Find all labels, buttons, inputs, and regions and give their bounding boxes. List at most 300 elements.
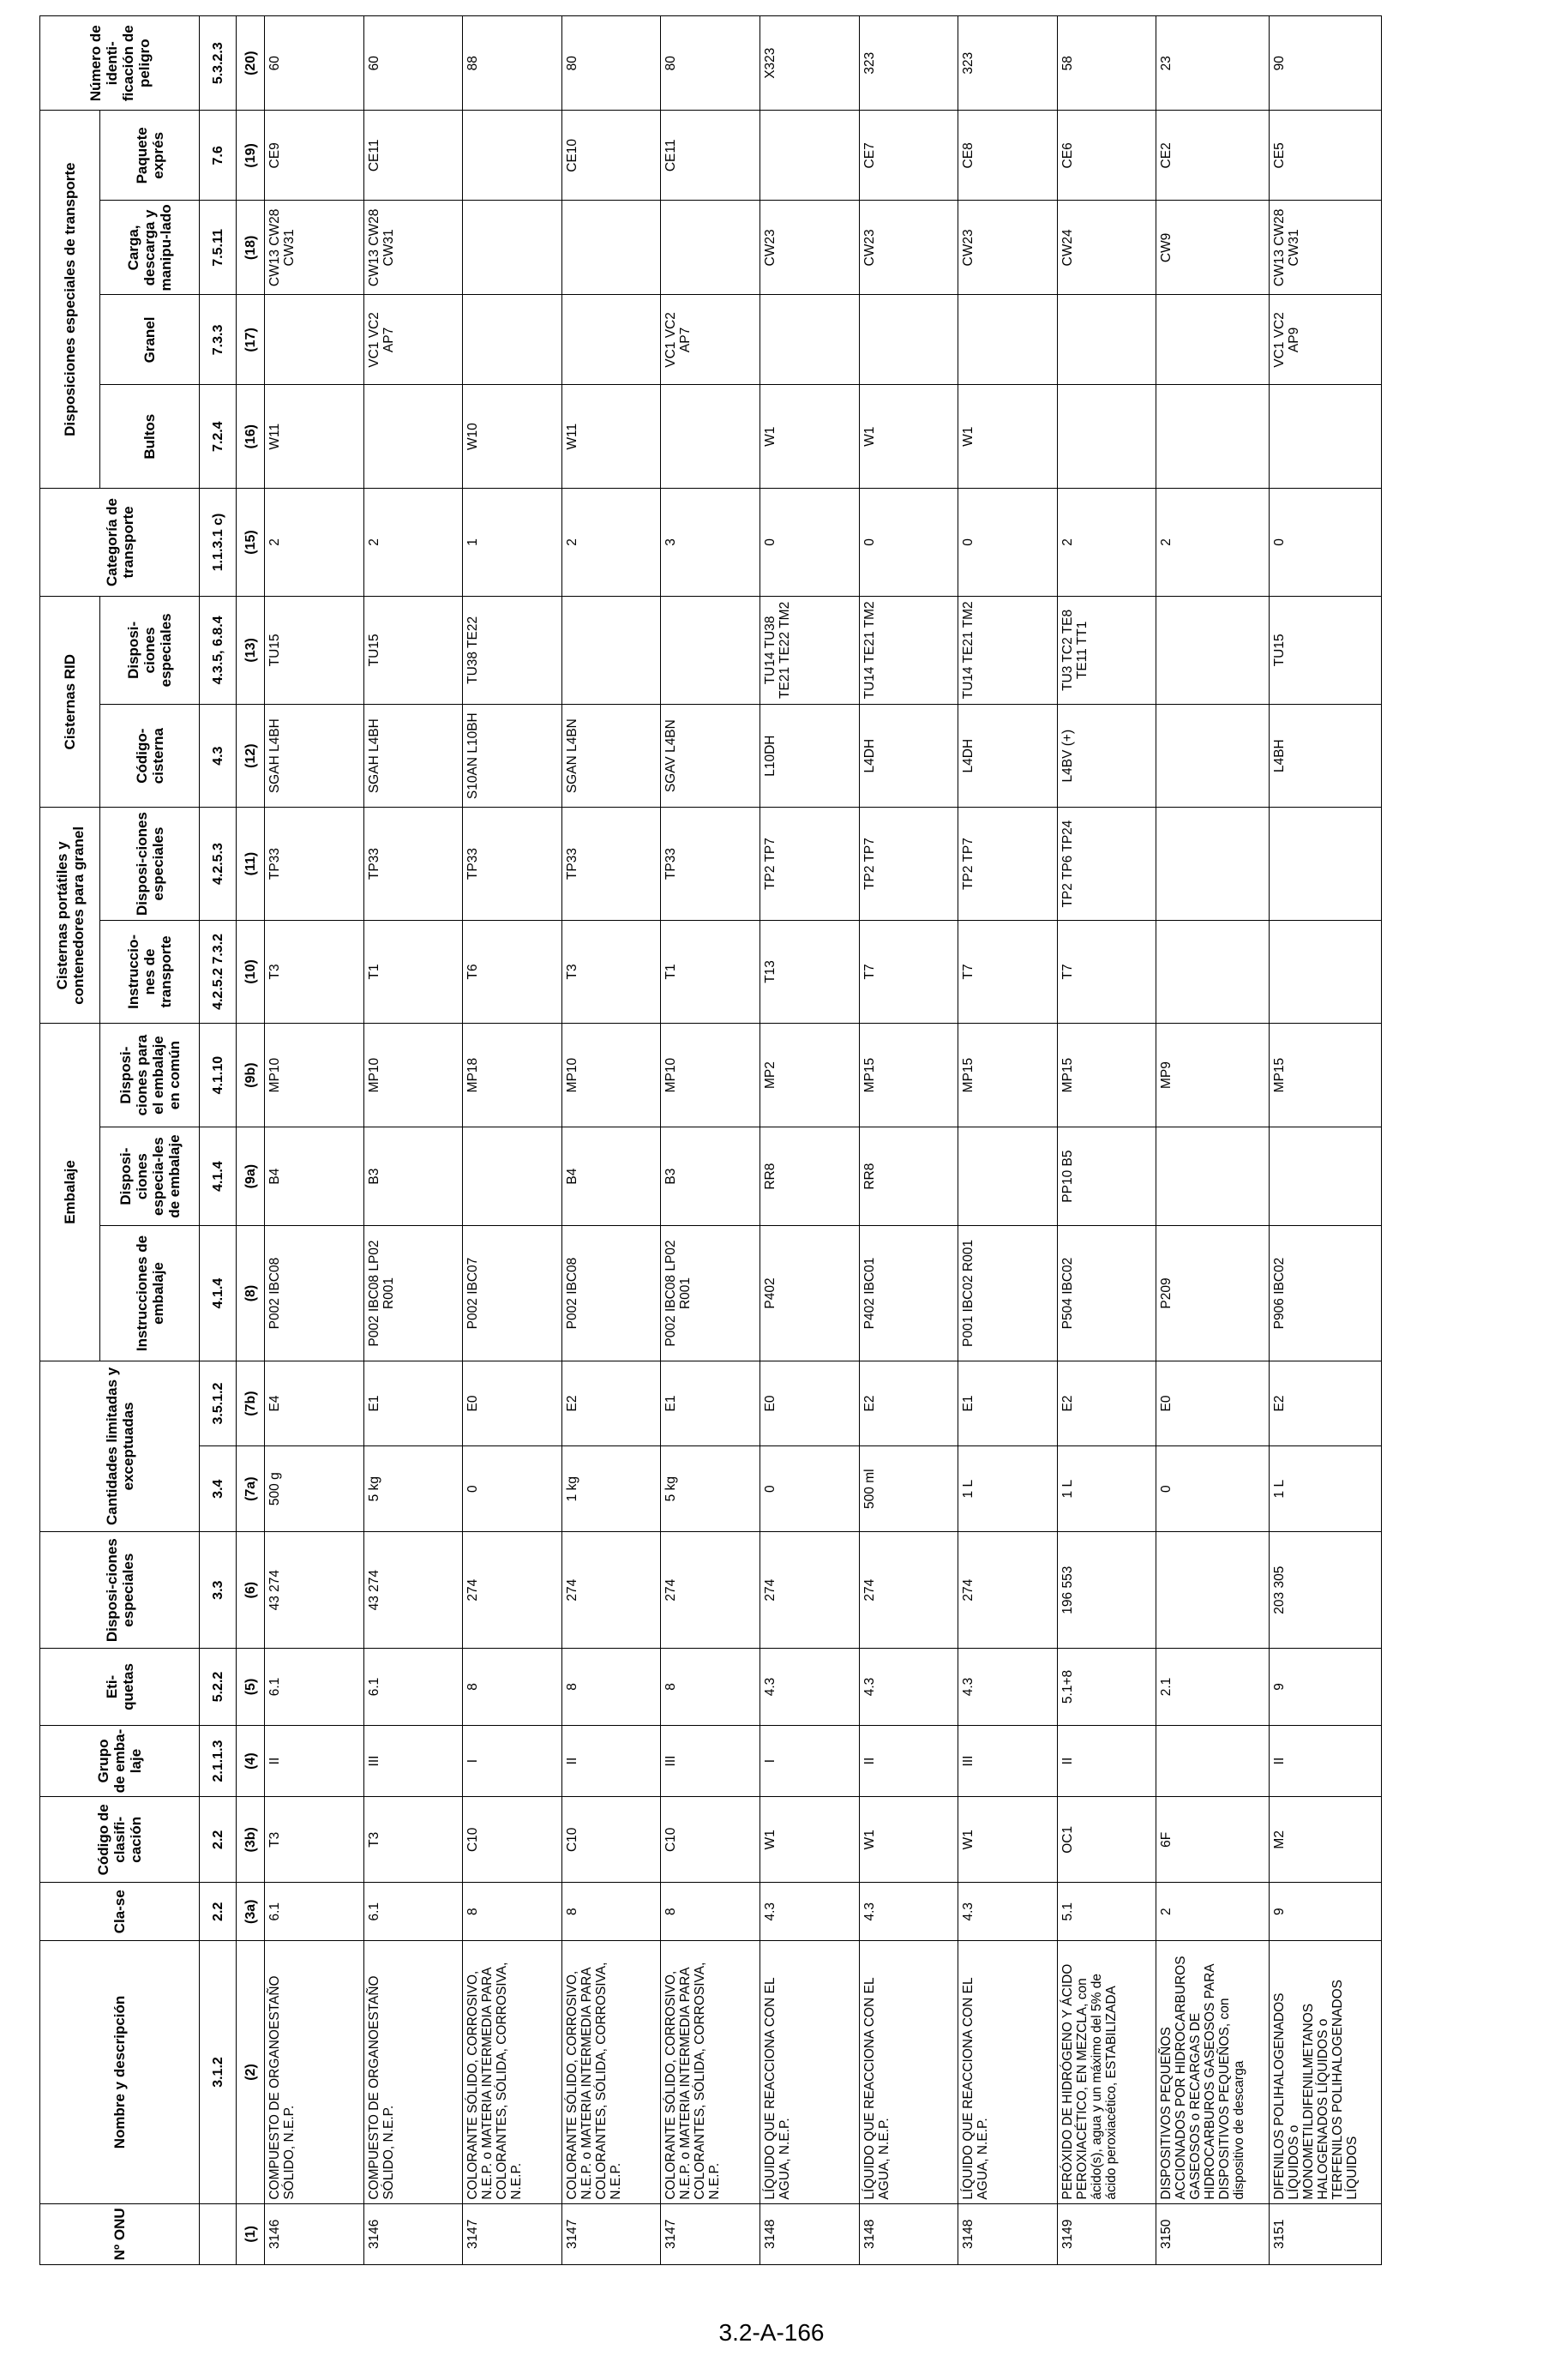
cell-loading-provision: CW23 <box>958 201 1058 295</box>
cell-bulk-provision <box>265 295 364 385</box>
cell-portable-tank-instructions: T3 <box>561 920 661 1024</box>
header-special-transport-group: Disposiciones especiales de transporte <box>40 111 100 489</box>
cell-excepted-quantity: E0 <box>463 1361 562 1446</box>
table-row <box>363 16 463 2265</box>
cell-rid-tank-provisions <box>661 596 760 704</box>
cell-portable-tank-provisions: TP33 <box>561 808 661 920</box>
cell-transport-category: 0 <box>958 489 1058 597</box>
cell-name: DIFENILOS POLIHALOGENADOS LÍQUIDOS o MONOMETILDIFENILMETANOS HALOGENADOS LÍQUIDOS o TERFENILOS POLIHALOGENADOS LÍQUIDOS <box>1269 1941 1381 2203</box>
ref-cell: 4.1.4 <box>200 1127 237 1225</box>
cell-limited-quantity: 0 <box>759 1446 859 1532</box>
col-num-cell: (3b) <box>237 1797 265 1883</box>
cell-portable-tank-instructions: T6 <box>463 920 562 1024</box>
cell-rid-tank-provisions: TU14 TE21 TM2 <box>859 596 958 704</box>
cell-transport-category: 0 <box>759 489 859 597</box>
cell-portable-tank-provisions: TP2 TP7 <box>859 808 958 920</box>
header-rid-tank-provisions: Disposi-ciones especiales <box>100 596 200 704</box>
cell-special-packing-provisions: RR8 <box>859 1127 958 1225</box>
ref-cell: 7.5.11 <box>200 201 237 295</box>
cell-mixed-packing-provisions: MP2 <box>759 1024 859 1127</box>
cell-classification-code: T3 <box>363 1797 463 1883</box>
cell-bulk-provision: VC1 VC2 AP7 <box>363 295 463 385</box>
cell-class: 6.1 <box>363 1883 463 1941</box>
col-num-cell: (9b) <box>237 1024 265 1127</box>
col-num-cell: (8) <box>237 1226 265 1361</box>
cell-name: COLORANTE SÓLIDO, CORROSIVO, N.E.P. o MATERIA INTERMEDIA PARA COLORANTES, SÓLIDA, CORROSIVA, N.E.P. <box>661 1941 760 2203</box>
header-limited-quantities: Cantidades limitadas y exceptuadas <box>40 1361 200 1531</box>
cell-excepted-quantity: E2 <box>561 1361 661 1446</box>
cell-mixed-packing-provisions: MP9 <box>1156 1024 1269 1127</box>
cell-special-provisions: 274 <box>561 1532 661 1649</box>
col-num-cell: (5) <box>237 1649 265 1725</box>
cell-hazard-id-number: 58 <box>1057 16 1156 111</box>
cell-packing-group: III <box>661 1725 760 1797</box>
header-packing-instructions: Instrucciones de embalaje <box>100 1226 200 1361</box>
col-num-cell: (19) <box>237 111 265 201</box>
cell-un-number: 3146 <box>363 2203 463 2264</box>
cell-loading-provision: CW9 <box>1156 201 1269 295</box>
cell-packing-group: II <box>859 1725 958 1797</box>
cell-special-provisions: 203 305 <box>1269 1532 1381 1649</box>
ref-cell: 7.3.3 <box>200 295 237 385</box>
cell-mixed-packing-provisions: MP10 <box>363 1024 463 1127</box>
cell-packing-instructions: P402 IBC01 <box>859 1226 958 1361</box>
table-row <box>958 16 1058 2265</box>
cell-rid-tank-provisions: TU14 TU38 TE21 TE22 TM2 <box>759 596 859 704</box>
ref-cell: 4.2.5.3 <box>200 808 237 920</box>
cell-mixed-packing-provisions: MP15 <box>1269 1024 1381 1127</box>
cell-name: LÍQUIDO QUE REACCIONA CON EL AGUA, N.E.P. <box>958 1941 1058 2203</box>
cell-special-provisions: 43 274 <box>265 1532 364 1649</box>
cell-hazard-id-number: 323 <box>859 16 958 111</box>
cell-excepted-quantity: E2 <box>1269 1361 1381 1446</box>
header-portable-tanks-group: Cisternas portátiles y contenedores para granel <box>40 808 100 1024</box>
page-number: 3.2-A-166 <box>718 2319 825 2346</box>
cell-rid-tank-provisions: TU3 TC2 TE8 TE11 TT1 <box>1057 596 1156 704</box>
cell-packages-provision <box>363 385 463 489</box>
cell-packing-instructions: P906 IBC02 <box>1269 1226 1381 1361</box>
cell-class: 9 <box>1269 1883 1381 1941</box>
cell-excepted-quantity: E1 <box>661 1361 760 1446</box>
cell-loading-provision: CW13 CW28 CW31 <box>363 201 463 295</box>
cell-bulk-provision: VC1 VC2 AP7 <box>661 295 760 385</box>
table-row <box>463 16 562 2265</box>
cell-bulk-provision <box>1057 295 1156 385</box>
cell-portable-tank-provisions: TP33 <box>463 808 562 920</box>
header-packing-group: Grupo de emba-laje <box>40 1725 200 1797</box>
cell-hazard-id-number: 90 <box>1269 16 1381 111</box>
cell-rid-tank-code: L4DH <box>958 704 1058 808</box>
cell-limited-quantity: 500 ml <box>859 1446 958 1532</box>
cell-special-provisions: 196 553 <box>1057 1532 1156 1649</box>
cell-packages-provision: W10 <box>463 385 562 489</box>
ref-cell: 4.1.10 <box>200 1024 237 1127</box>
cell-classification-code: M2 <box>1269 1797 1381 1883</box>
cell-limited-quantity: 1 L <box>958 1446 1058 1532</box>
cell-portable-tank-provisions: TP2 TP7 <box>759 808 859 920</box>
cell-portable-tank-instructions: T3 <box>265 920 364 1024</box>
col-num-cell: (7a) <box>237 1446 265 1532</box>
column-number-row <box>237 16 265 2265</box>
cell-special-packing-provisions <box>1269 1127 1381 1225</box>
cell-name: COMPUESTO DE ORGANOESTAÑO SÓLIDO, N.E.P. <box>265 1941 364 2203</box>
header-labels: Eti-quetas <box>40 1649 200 1725</box>
cell-special-provisions: 274 <box>661 1532 760 1649</box>
table-row <box>1057 16 1156 2265</box>
cell-packages-provision <box>1269 385 1381 489</box>
header-express-parcels: Paquete exprés <box>100 111 200 201</box>
cell-hazard-id-number: X323 <box>759 16 859 111</box>
table-row <box>1156 16 1269 2265</box>
header-special-provisions: Disposi-ciones especiales <box>40 1532 200 1649</box>
cell-rid-tank-provisions: TU14 TE21 TM2 <box>958 596 1058 704</box>
cell-class: 8 <box>561 1883 661 1941</box>
cell-packages-provision <box>1057 385 1156 489</box>
cell-express-provision: CE7 <box>859 111 958 201</box>
cell-labels: 8 <box>661 1649 760 1725</box>
cell-transport-category: 0 <box>1269 489 1381 597</box>
cell-rid-tank-code: L10DH <box>759 704 859 808</box>
cell-packing-instructions: P002 IBC08 LP02 R001 <box>661 1226 760 1361</box>
cell-packing-instructions: P002 IBC08 <box>265 1226 364 1361</box>
cell-name: LÍQUIDO QUE REACCIONA CON EL AGUA, N.E.P. <box>859 1941 958 2203</box>
cell-class: 5.1 <box>1057 1883 1156 1941</box>
reference-row <box>200 16 237 2265</box>
cell-mixed-packing-provisions: MP15 <box>859 1024 958 1127</box>
ref-cell: 2.2 <box>200 1797 237 1883</box>
cell-excepted-quantity: E2 <box>1057 1361 1156 1446</box>
cell-portable-tank-instructions <box>1269 920 1381 1024</box>
header-loading-handling: Carga, descarga y manipu-lado <box>100 201 200 295</box>
cell-transport-category: 2 <box>561 489 661 597</box>
cell-portable-tank-provisions: TP33 <box>363 808 463 920</box>
col-num-cell: (11) <box>237 808 265 920</box>
cell-packing-group: I <box>759 1725 859 1797</box>
cell-rid-tank-provisions: TU15 <box>265 596 364 704</box>
cell-rid-tank-code: L4BH <box>1269 704 1381 808</box>
cell-classification-code: 6F <box>1156 1797 1269 1883</box>
cell-hazard-id-number: 23 <box>1156 16 1269 111</box>
header-un-number: Nº ONU <box>40 2203 200 2264</box>
cell-loading-provision <box>463 201 562 295</box>
cell-class: 2 <box>1156 1883 1269 1941</box>
cell-labels: 4.3 <box>958 1649 1058 1725</box>
cell-name: PERÓXIDO DE HIDRÓGENO Y ÁCIDO PEROXIACÉTICO, EN MEZCLA, con ácido(s), agua y un máximo del 5% de ácido peroxiacético, ESTABILIZADA <box>1057 1941 1156 2203</box>
col-num-cell: (1) <box>237 2203 265 2264</box>
cell-classification-code: C10 <box>561 1797 661 1883</box>
cell-special-packing-provisions <box>463 1127 562 1225</box>
cell-portable-tank-provisions <box>1156 808 1269 920</box>
table-rotation-wrapper <box>39 15 1382 2265</box>
cell-special-packing-provisions: PP10 B5 <box>1057 1127 1156 1225</box>
cell-special-provisions <box>1156 1532 1269 1649</box>
cell-labels: 6.1 <box>363 1649 463 1725</box>
cell-excepted-quantity: E1 <box>958 1361 1058 1446</box>
cell-packing-instructions: P002 IBC08 <box>561 1226 661 1361</box>
cell-packages-provision <box>661 385 760 489</box>
cell-hazard-id-number: 88 <box>463 16 562 111</box>
cell-un-number: 3150 <box>1156 2203 1269 2264</box>
cell-portable-tank-instructions: T1 <box>661 920 760 1024</box>
col-num-cell: (7b) <box>237 1361 265 1446</box>
cell-un-number: 3146 <box>265 2203 364 2264</box>
header-portable-tank-instructions: Instruccio-nes de transporte <box>100 920 200 1024</box>
header-packaging-group: Embalaje <box>40 1024 100 1361</box>
cell-express-provision: CE11 <box>661 111 760 201</box>
cell-special-packing-provisions: RR8 <box>759 1127 859 1225</box>
cell-labels: 5.1+8 <box>1057 1649 1156 1725</box>
ref-cell: 7.2.4 <box>200 385 237 489</box>
header-name: Nombre y descripción <box>40 1941 200 2203</box>
cell-packing-instructions: P504 IBC02 <box>1057 1226 1156 1361</box>
ref-cell: 1.1.3.1 c) <box>200 489 237 597</box>
cell-bulk-provision <box>859 295 958 385</box>
cell-express-provision: CE5 <box>1269 111 1381 201</box>
cell-rid-tank-provisions: TU38 TE22 <box>463 596 562 704</box>
cell-limited-quantity: 0 <box>1156 1446 1269 1532</box>
col-num-cell: (16) <box>237 385 265 489</box>
cell-packing-instructions: P002 IBC07 <box>463 1226 562 1361</box>
cell-name: COLORANTE SÓLIDO, CORROSIVO, N.E.P. o MATERIA INTERMEDIA PARA COLORANTES, SÓLIDA, CORROSIVA, N.E.P. <box>463 1941 562 2203</box>
cell-portable-tank-instructions: T7 <box>958 920 1058 1024</box>
cell-packing-group: II <box>561 1725 661 1797</box>
cell-labels: 9 <box>1269 1649 1381 1725</box>
cell-packing-group: I <box>463 1725 562 1797</box>
cell-rid-tank-code: SGAH L4BH <box>363 704 463 808</box>
cell-labels: 6.1 <box>265 1649 364 1725</box>
cell-special-packing-provisions: B4 <box>265 1127 364 1225</box>
cell-un-number: 3147 <box>463 2203 562 2264</box>
cell-bulk-provision <box>561 295 661 385</box>
cell-un-number: 3148 <box>759 2203 859 2264</box>
ref-cell: 4.2.5.2 7.3.2 <box>200 920 237 1024</box>
cell-un-number: 3149 <box>1057 2203 1156 2264</box>
ref-cell: 3.1.2 <box>200 1941 237 2203</box>
cell-portable-tank-provisions <box>1269 808 1381 920</box>
ref-cell: 4.3 <box>200 704 237 808</box>
cell-name: COMPUESTO DE ORGANOESTAÑO SÓLIDO, N.E.P. <box>363 1941 463 2203</box>
cell-class: 8 <box>463 1883 562 1941</box>
cell-packing-group: II <box>1057 1725 1156 1797</box>
cell-special-packing-provisions: B3 <box>661 1127 760 1225</box>
col-num-cell: (3a) <box>237 1883 265 1941</box>
ref-cell: 7.6 <box>200 111 237 201</box>
table-row <box>1269 16 1381 2265</box>
col-num-cell: (12) <box>237 704 265 808</box>
col-num-cell: (10) <box>237 920 265 1024</box>
ref-cell: 3.4 <box>200 1446 237 1532</box>
cell-classification-code: T3 <box>265 1797 364 1883</box>
col-num-cell: (2) <box>237 1941 265 2203</box>
cell-express-provision <box>463 111 562 201</box>
cell-portable-tank-instructions: T13 <box>759 920 859 1024</box>
ref-cell: 2.2 <box>200 1883 237 1941</box>
cell-transport-category: 2 <box>1057 489 1156 597</box>
cell-excepted-quantity: E2 <box>859 1361 958 1446</box>
cell-packing-group: II <box>265 1725 364 1797</box>
cell-express-provision: CE2 <box>1156 111 1269 201</box>
cell-packing-group: III <box>958 1725 1058 1797</box>
cell-un-number: 3148 <box>859 2203 958 2264</box>
cell-loading-provision: CW24 <box>1057 201 1156 295</box>
col-num-cell: (13) <box>237 596 265 704</box>
cell-express-provision <box>759 111 859 201</box>
cell-portable-tank-instructions: T7 <box>1057 920 1156 1024</box>
cell-packing-group <box>1156 1725 1269 1797</box>
cell-un-number: 3151 <box>1269 2203 1381 2264</box>
cell-transport-category: 3 <box>661 489 760 597</box>
cell-class: 4.3 <box>759 1883 859 1941</box>
table-row <box>661 16 760 2265</box>
cell-special-provisions: 43 274 <box>363 1532 463 1649</box>
table-row <box>561 16 661 2265</box>
col-num-cell: (18) <box>237 201 265 295</box>
cell-rid-tank-code: SGAV L4BN <box>661 704 760 808</box>
cell-rid-tank-code: S10AN L10BH <box>463 704 562 808</box>
header-hazard-id-number: Número de identi-ficación de peligro <box>40 16 200 111</box>
cell-hazard-id-number: 60 <box>363 16 463 111</box>
cell-mixed-packing-provisions: MP10 <box>561 1024 661 1127</box>
header-classification-code: Código de clasifi-cación <box>40 1797 200 1883</box>
table-row <box>859 16 958 2265</box>
cell-hazard-id-number: 60 <box>265 16 364 111</box>
cell-name: COLORANTE SÓLIDO, CORROSIVO, N.E.P. o MATERIA INTERMEDIA PARA COLORANTES, SÓLIDA, CORROSIVA, N.E.P. <box>561 1941 661 2203</box>
cell-portable-tank-provisions: TP33 <box>265 808 364 920</box>
header-class: Cla-se <box>40 1883 200 1941</box>
header-mixed-packing-provisions: Disposi-ciones para el embalaje en común <box>100 1024 200 1127</box>
cell-rid-tank-provisions: TU15 <box>1269 596 1381 704</box>
cell-bulk-provision <box>1156 295 1269 385</box>
cell-rid-tank-code: L4BV (+) <box>1057 704 1156 808</box>
table-row <box>265 16 364 2265</box>
cell-packages-provision: W1 <box>759 385 859 489</box>
cell-portable-tank-instructions <box>1156 920 1269 1024</box>
cell-excepted-quantity: E1 <box>363 1361 463 1446</box>
rotated-page <box>39 15 1382 2265</box>
cell-class: 4.3 <box>859 1883 958 1941</box>
cell-special-packing-provisions: B3 <box>363 1127 463 1225</box>
cell-portable-tank-instructions: T1 <box>363 920 463 1024</box>
cell-special-provisions: 274 <box>958 1532 1058 1649</box>
cell-packages-provision: W1 <box>958 385 1058 489</box>
cell-loading-provision: CW13 CW28 CW31 <box>1269 201 1381 295</box>
cell-rid-tank-code: SGAN L4BN <box>561 704 661 808</box>
cell-express-provision: CE9 <box>265 111 364 201</box>
cell-classification-code: W1 <box>759 1797 859 1883</box>
dangerous-goods-table <box>39 15 1382 2265</box>
ref-cell: 4.3.5, 6.8.4 <box>200 596 237 704</box>
cell-special-provisions: 274 <box>759 1532 859 1649</box>
cell-special-packing-provisions: B4 <box>561 1127 661 1225</box>
cell-rid-tank-provisions: TU15 <box>363 596 463 704</box>
cell-special-packing-provisions <box>1156 1127 1269 1225</box>
cell-limited-quantity: 1 kg <box>561 1446 661 1532</box>
table-row <box>759 16 859 2265</box>
header-special-packing-provisions: Disposi-ciones especia-les de embalaje <box>100 1127 200 1225</box>
cell-transport-category: 1 <box>463 489 562 597</box>
cell-portable-tank-provisions: TP2 TP7 <box>958 808 1058 920</box>
cell-limited-quantity: 500 g <box>265 1446 364 1532</box>
cell-bulk-provision <box>759 295 859 385</box>
cell-rid-tank-code: SGAH L4BH <box>265 704 364 808</box>
cell-portable-tank-instructions: T7 <box>859 920 958 1024</box>
cell-packing-instructions: P001 IBC02 R001 <box>958 1226 1058 1361</box>
ref-cell: 3.3 <box>200 1532 237 1649</box>
cell-classification-code: W1 <box>958 1797 1058 1883</box>
cell-mixed-packing-provisions: MP15 <box>1057 1024 1156 1127</box>
ref-cell: 3.5.1.2 <box>200 1361 237 1446</box>
col-num-cell: (17) <box>237 295 265 385</box>
cell-express-provision: CE6 <box>1057 111 1156 201</box>
cell-bulk-provision: VC1 VC2 AP9 <box>1269 295 1381 385</box>
cell-class: 8 <box>661 1883 760 1941</box>
header-portable-tank-provisions: Disposi-ciones especiales <box>100 808 200 920</box>
ref-cell: 4.1.4 <box>200 1226 237 1361</box>
cell-classification-code: C10 <box>463 1797 562 1883</box>
cell-packages-provision: W11 <box>265 385 364 489</box>
cell-excepted-quantity: E0 <box>1156 1361 1269 1446</box>
cell-express-provision: CE10 <box>561 111 661 201</box>
header-packages: Bultos <box>100 385 200 489</box>
cell-loading-provision: CW23 <box>759 201 859 295</box>
col-num-cell: (4) <box>237 1725 265 1797</box>
cell-excepted-quantity: E0 <box>759 1361 859 1446</box>
cell-class: 4.3 <box>958 1883 1058 1941</box>
cell-special-packing-provisions <box>958 1127 1058 1225</box>
cell-special-provisions: 274 <box>859 1532 958 1649</box>
cell-labels: 4.3 <box>759 1649 859 1725</box>
cell-un-number: 3147 <box>561 2203 661 2264</box>
cell-packages-provision <box>1156 385 1269 489</box>
cell-portable-tank-provisions: TP2 TP6 TP24 <box>1057 808 1156 920</box>
cell-labels: 8 <box>561 1649 661 1725</box>
cell-mixed-packing-provisions: MP18 <box>463 1024 562 1127</box>
cell-loading-provision <box>661 201 760 295</box>
cell-rid-tank-code: L4DH <box>859 704 958 808</box>
cell-packages-provision: W1 <box>859 385 958 489</box>
cell-loading-provision: CW23 <box>859 201 958 295</box>
cell-hazard-id-number: 323 <box>958 16 1058 111</box>
cell-labels: 2.1 <box>1156 1649 1269 1725</box>
cell-transport-category: 2 <box>363 489 463 597</box>
header-bulk: Granel <box>100 295 200 385</box>
cell-rid-tank-code <box>1156 704 1269 808</box>
cell-limited-quantity: 1 L <box>1057 1446 1156 1532</box>
cell-express-provision: CE11 <box>363 111 463 201</box>
cell-loading-provision: CW13 CW28 CW31 <box>265 201 364 295</box>
ref-cell: 2.1.1.3 <box>200 1725 237 1797</box>
cell-transport-category: 2 <box>265 489 364 597</box>
cell-packages-provision: W11 <box>561 385 661 489</box>
cell-mixed-packing-provisions: MP15 <box>958 1024 1058 1127</box>
cell-express-provision: CE8 <box>958 111 1058 201</box>
header-rid-tanks-group: Cisternas RID <box>40 596 100 808</box>
cell-packing-instructions: P209 <box>1156 1226 1269 1361</box>
cell-hazard-id-number: 80 <box>661 16 760 111</box>
cell-mixed-packing-provisions: MP10 <box>661 1024 760 1127</box>
cell-labels: 4.3 <box>859 1649 958 1725</box>
cell-packing-instructions: P402 <box>759 1226 859 1361</box>
header-rid-tank-code: Código-cisterna <box>100 704 200 808</box>
cell-classification-code: OC1 <box>1057 1797 1156 1883</box>
cell-un-number: 3147 <box>661 2203 760 2264</box>
cell-un-number: 3148 <box>958 2203 1058 2264</box>
cell-limited-quantity: 5 kg <box>363 1446 463 1532</box>
cell-labels: 8 <box>463 1649 562 1725</box>
cell-limited-quantity: 0 <box>463 1446 562 1532</box>
cell-name: LÍQUIDO QUE REACCIONA CON EL AGUA, N.E.P. <box>759 1941 859 2203</box>
cell-packing-instructions: P002 IBC08 LP02 R001 <box>363 1226 463 1361</box>
